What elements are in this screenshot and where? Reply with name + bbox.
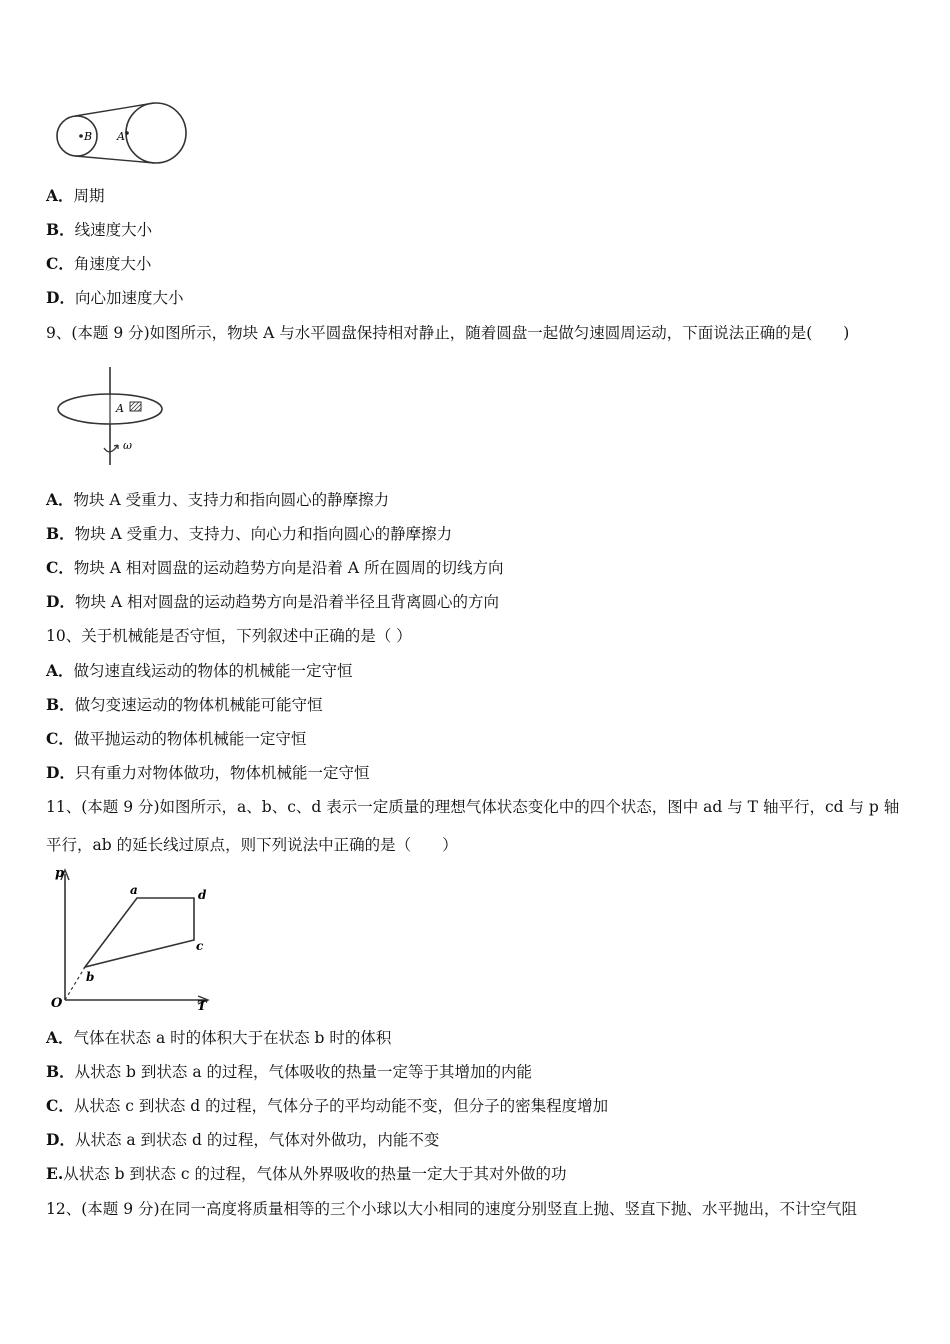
q10-option-a: A．做匀速直线运动的物体的机械能一定守恒 bbox=[46, 661, 353, 680]
q9-option-a: A．物块 A 受重力、支持力和指向圆心的静摩擦力 bbox=[46, 490, 390, 509]
q9-option-d: D．物块 A 相对圆盘的运动趋势方向是沿着半径且背离圆心的方向 bbox=[46, 592, 500, 611]
q11-option-e: E.从状态 b 到状态 c 的过程，气体从外界吸收的热量一定大于其对外做的功 bbox=[46, 1164, 567, 1183]
point-b-dot bbox=[79, 134, 83, 138]
q11-option-a: A．气体在状态 a 时的体积大于在状态 b 时的体积 bbox=[46, 1028, 392, 1047]
q9-stem: 9、(本题 9 分)如图所示，物块 A 与水平圆盘保持相对静止，随着圆盘一起做匀速圆周运动，下面说法正确的是( ) bbox=[46, 324, 850, 342]
q10-stem: 10、关于机械能是否守恒，下列叙述中正确的是（ ） bbox=[46, 627, 412, 645]
q10-option-d: D．只有重力对物体做功，物体机械能一定守恒 bbox=[46, 763, 370, 782]
label-a: a bbox=[130, 883, 138, 897]
q11-option-c: C．从状态 c 到状态 d 的过程，气体分子的平均动能不变，但分子的密集程度增加 bbox=[46, 1096, 609, 1115]
belt-top bbox=[75, 103, 154, 116]
q10-option-c: C．做平抛运动的物体机械能一定守恒 bbox=[46, 729, 307, 748]
block-hatch-2 bbox=[130, 402, 139, 411]
label-d: d bbox=[198, 888, 207, 902]
q8-option-d: D．向心加速度大小 bbox=[46, 288, 184, 307]
cycle-path bbox=[85, 898, 194, 967]
label-origin: O bbox=[51, 996, 63, 1011]
block-hatch-3 bbox=[134, 404, 141, 411]
label-a: A bbox=[117, 130, 125, 143]
large-wheel bbox=[126, 103, 186, 163]
label-block-a: A bbox=[116, 402, 124, 415]
belt-drive-figure bbox=[44, 100, 192, 168]
q9-option-b: B．物块 A 受重力、支持力、向心力和指向圆心的静摩擦力 bbox=[46, 524, 453, 543]
label-c: c bbox=[196, 939, 204, 953]
point-a-dot bbox=[125, 131, 129, 135]
q12-stem: 12、(本题 9 分)在同一高度将质量相等的三个小球以大小相同的速度分别竖直上抛、竖直下抛、水平抛出，不计空气阻 bbox=[46, 1200, 858, 1218]
q8-option-a: A．周期 bbox=[46, 186, 105, 205]
label-b: b bbox=[86, 970, 95, 984]
rotating-disk-figure bbox=[52, 365, 170, 470]
q9-option-c: C．物块 A 相对圆盘的运动趋势方向是沿着 A 所在圆周的切线方向 bbox=[46, 558, 504, 577]
extension-line-dashed bbox=[65, 967, 85, 1000]
label-omega: ω bbox=[123, 439, 132, 452]
q11-option-d: D．从状态 a 到状态 d 的过程，气体对外做功，内能不变 bbox=[46, 1130, 440, 1149]
label-p: p bbox=[55, 866, 65, 881]
p-t-graph bbox=[46, 866, 216, 1012]
q11-stem-line2: 平行，ab 的延长线过原点，则下列说法中正确的是（ ） bbox=[46, 836, 458, 854]
q8-option-b: B．线速度大小 bbox=[46, 220, 153, 239]
q11-option-b: B．从状态 b 到状态 a 的过程，气体吸收的热量一定等于其增加的内能 bbox=[46, 1062, 532, 1081]
label-t: T bbox=[197, 999, 207, 1012]
q8-option-c: C．角速度大小 bbox=[46, 254, 152, 273]
label-b: B bbox=[84, 130, 93, 143]
q10-option-b: B．做匀变速运动的物体机械能可能守恒 bbox=[46, 695, 323, 714]
q11-stem-line1: 11、(本题 9 分)如图所示，a、b、c、d 表示一定质量的理想气体状态变化中的四个状态，图中 ad 与 T 轴平行，cd 与 p 轴 bbox=[46, 798, 900, 816]
